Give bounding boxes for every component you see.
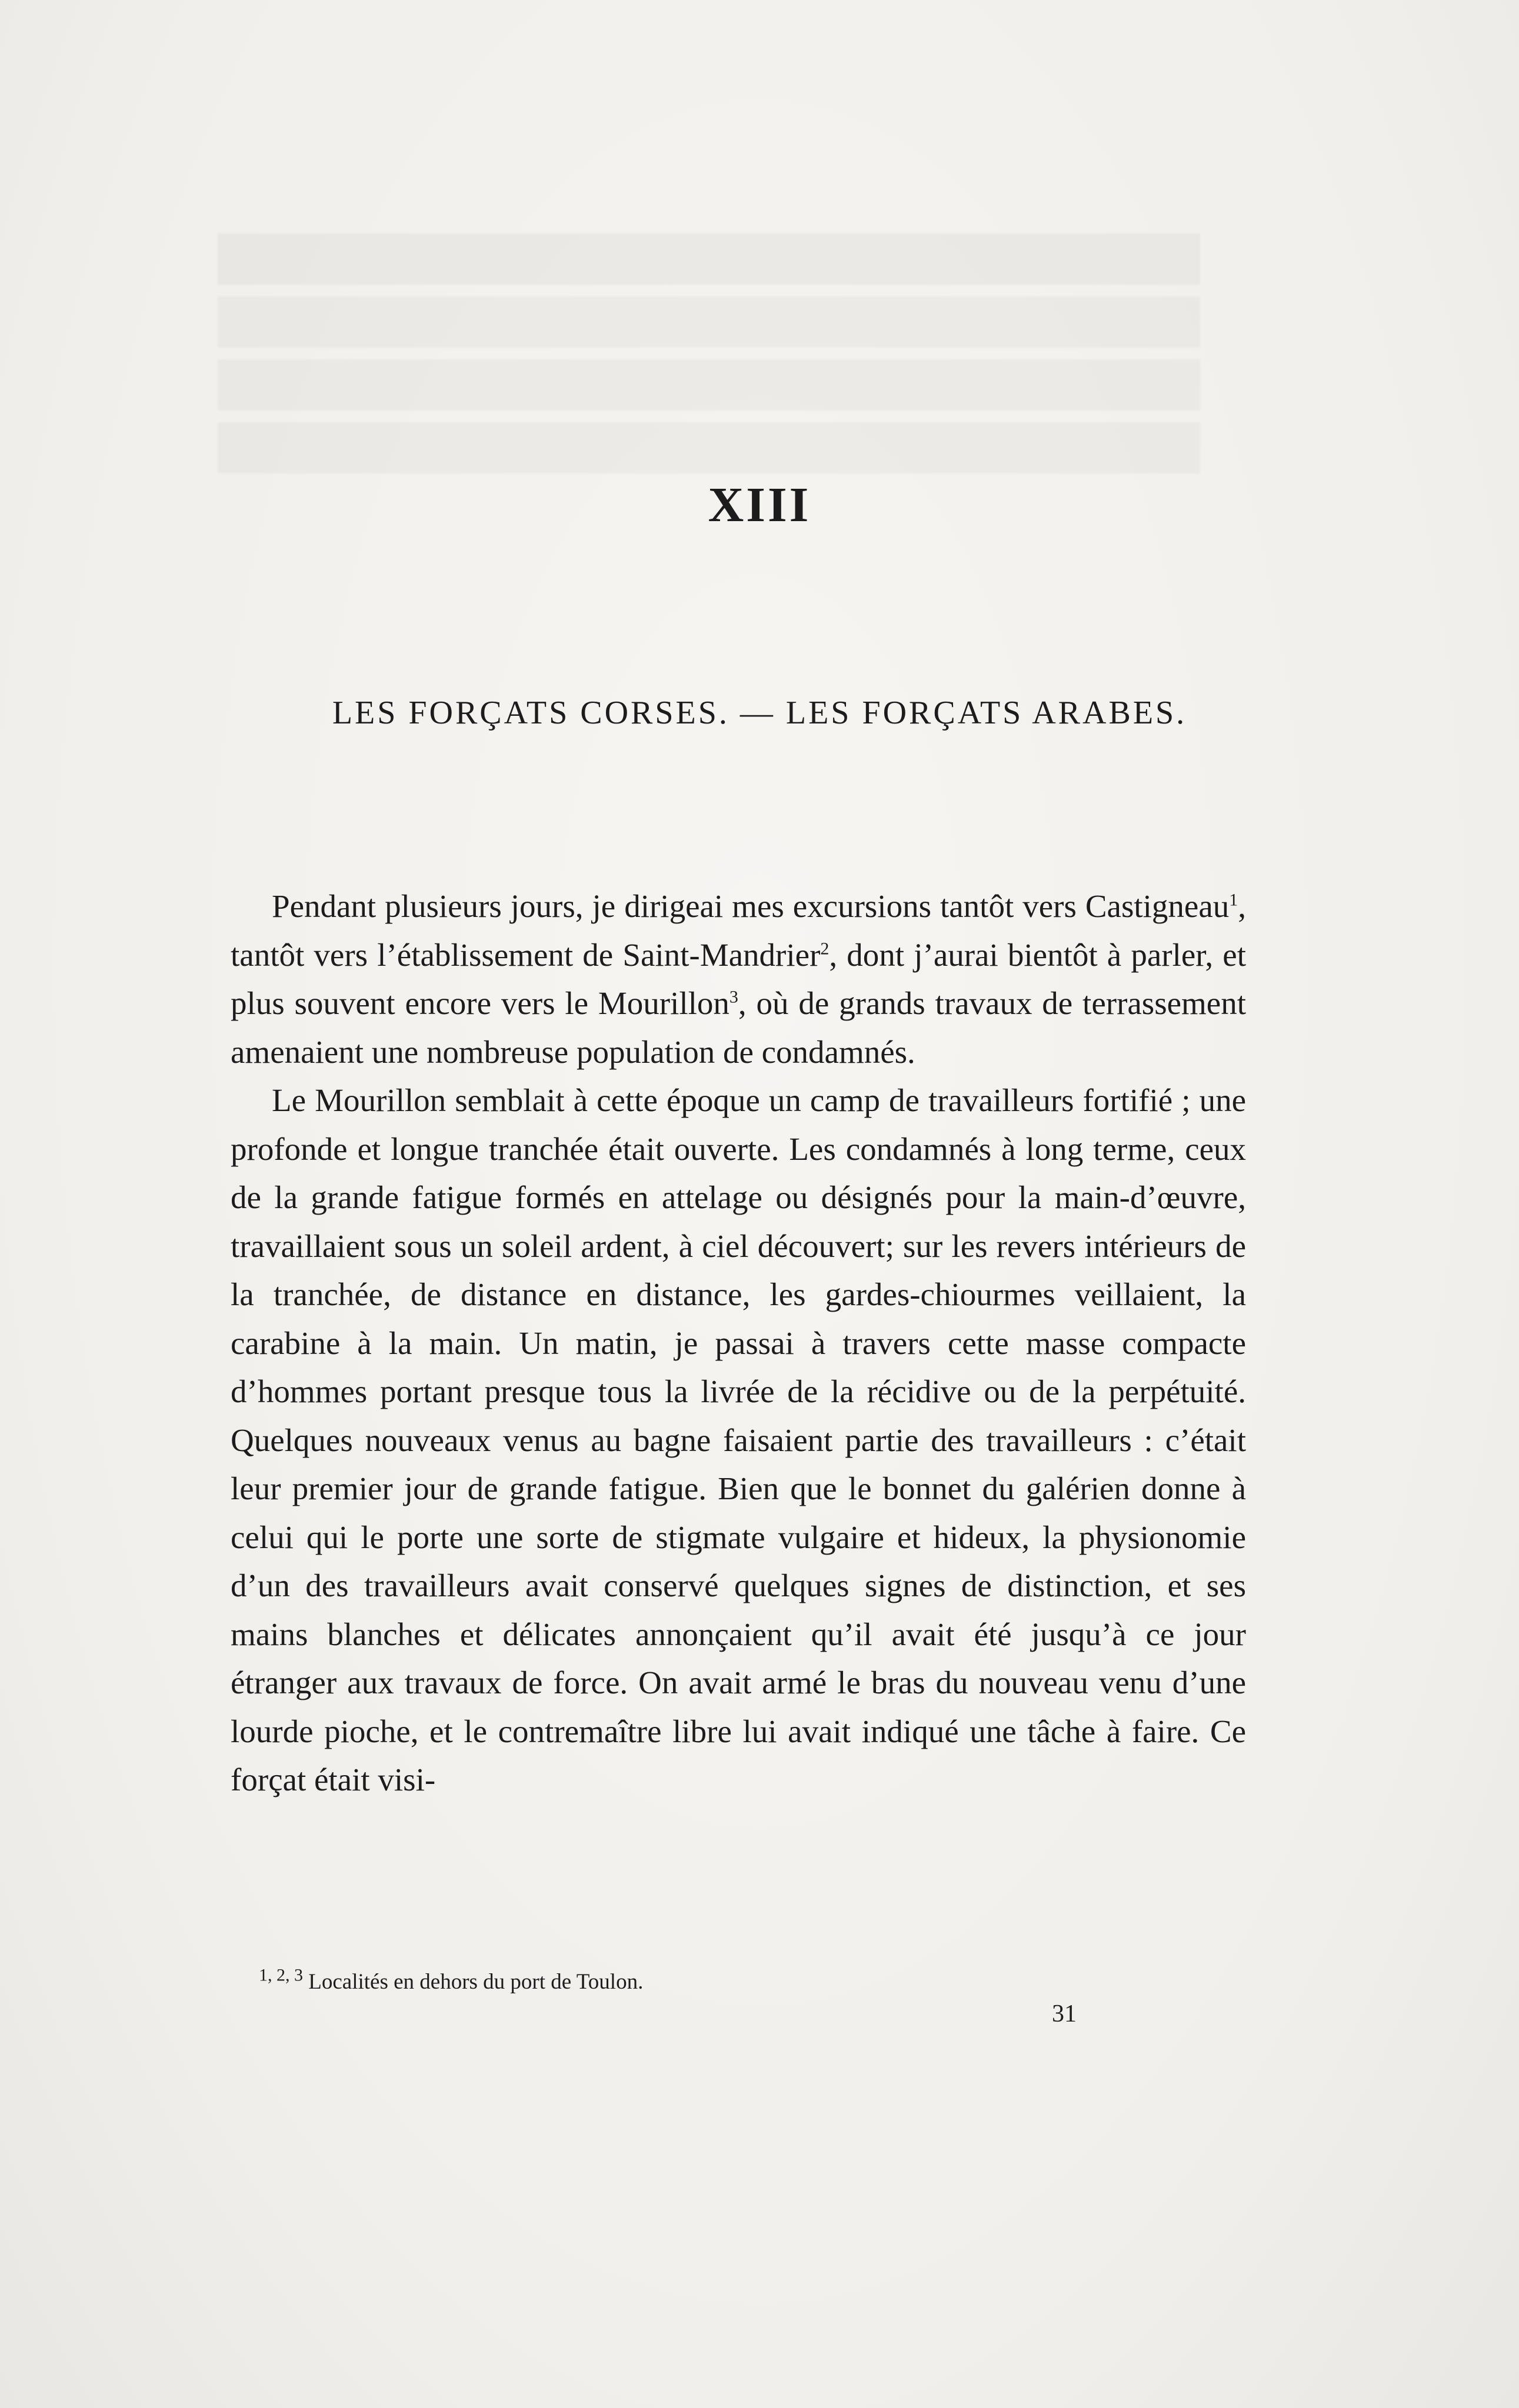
footnote-marker: 3 [729, 987, 738, 1007]
body-text [231, 882, 1246, 1805]
page-number: 31 [1052, 2000, 1077, 2027]
text-segment: , où de grands travaux de terrassement amenaient une nombreuse population de condamnés. [231, 985, 1246, 1070]
text-segment: Pendant plusieurs jours, je dirigeai mes excursions tantôt vers Castigneau [272, 888, 1230, 924]
footnote-text: Localités en dehors du port de Toulon. [308, 1970, 644, 1994]
paragraph [231, 882, 1246, 1076]
chapter-number: XIII [708, 478, 811, 532]
chapter-title: LES FORÇATS CORSES. — LES FORÇATS ARABES. [332, 695, 1187, 731]
text-segment: , tantôt vers l’établissement de Saint-Mandrier [231, 888, 1246, 973]
footnote-marker: 1 [1229, 890, 1238, 910]
footnote-markers: 1, 2, 3 [259, 1965, 303, 1985]
text-segment: Le Mourillon semblait à cette époque un camp de travailleurs fortifié ; une profonde et longue tranchée était ouverte. Les condamnés à long terme, ceux de la grande fatigue formés en attelage ou désignés pour la main-d’œuvre, travaillaient sous un soleil ardent, à ciel découvert; sur les revers intérieurs de la tranchée, de distance en distance, les gardes-chiourmes veillaient, la carabine à la main. Un matin, je passai à travers cette masse compacte d’hommes portant presque tous la livrée de la récidive ou de la perpétuité. Quelques nouveaux venus au bagne faisaient partie des travailleurs : c’était leur premier jour de grande fatigue. Bien que le bonnet du galérien donne à celui qui le porte une sorte de stigmate vulgaire et hideux, la physionomie d’un des travailleurs avait conservé quelques signes de distinction, et ses mains blanches et délicates annonçaient qu’il avait été jusqu’à ce jour étranger aux travaux de force. On avait armé le bras du nouveau venu d’une lourde pioche, et le contremaître libre lui avait indiqué une tâche à faire. Ce forçat était visi- [231, 1082, 1246, 1797]
paragraph [231, 1076, 1246, 1805]
text-segment: , dont j’aurai bientôt à parler, et plus souvent encore vers le Mourillon [231, 936, 1246, 1021]
footnote-marker: 2 [820, 939, 830, 959]
bleed-through-shadow [218, 171, 1200, 485]
footnote [259, 1965, 644, 1995]
